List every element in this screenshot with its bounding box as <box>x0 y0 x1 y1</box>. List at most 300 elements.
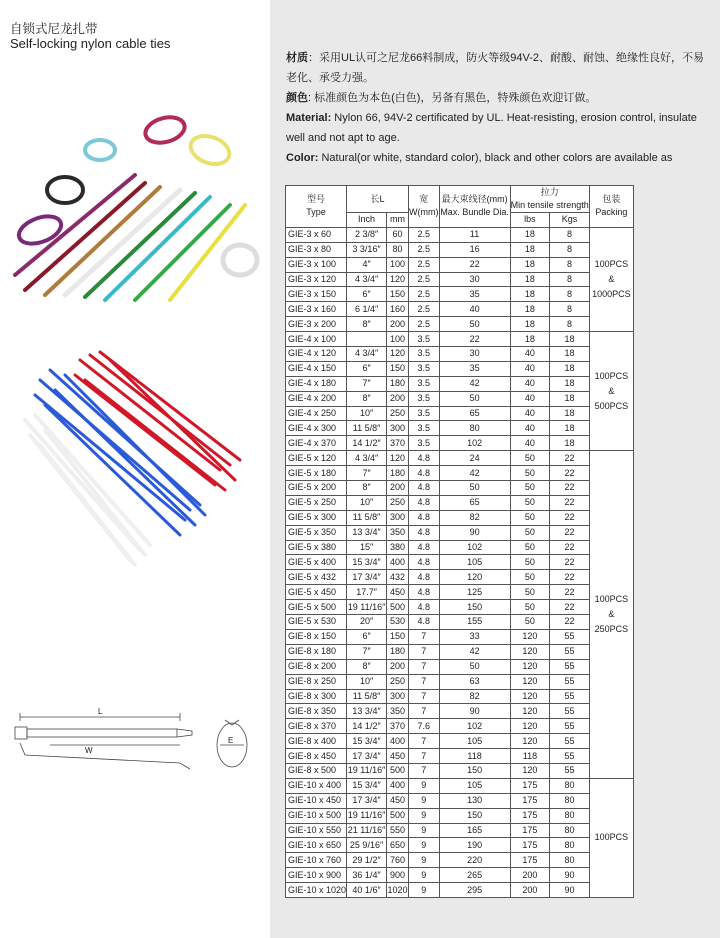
table-cell: 22 <box>550 570 590 585</box>
table-cell: 55 <box>550 749 590 764</box>
header-packing: 包装 Packing <box>589 186 633 228</box>
table-cell: 22 <box>550 585 590 600</box>
table-cell: 3.5 <box>409 376 439 391</box>
table-cell: 530 <box>387 615 409 630</box>
table-cell: 8″ <box>347 317 387 332</box>
table-cell: 50 <box>510 570 550 585</box>
table-cell: GIE-4 x 300 <box>286 421 347 436</box>
table-cell: 120 <box>510 689 550 704</box>
table-cell: 8 <box>550 242 590 257</box>
table-row <box>286 763 634 778</box>
table-cell: 50 <box>510 615 550 630</box>
table-cell: 200 <box>387 481 409 496</box>
table-row <box>286 704 634 719</box>
table-cell: 9 <box>409 883 439 898</box>
table-cell: 120 <box>510 704 550 719</box>
table-row <box>286 466 634 481</box>
table-cell: 120 <box>387 272 409 287</box>
table-cell: 9 <box>409 868 439 883</box>
table-cell: 18 <box>510 227 550 242</box>
table-cell: 35 <box>439 361 510 376</box>
spec-table <box>285 185 634 898</box>
table-row <box>286 287 634 302</box>
table-cell: 9 <box>409 793 439 808</box>
table-cell: GIE-3 x 100 <box>286 257 347 272</box>
table-cell: 2.5 <box>409 287 439 302</box>
table-row <box>286 332 634 347</box>
table-cell: 90 <box>439 704 510 719</box>
table-cell: 17.7″ <box>347 585 387 600</box>
table-cell: 35 <box>439 287 510 302</box>
table-cell: 200 <box>387 317 409 332</box>
table-cell: 4.8 <box>409 510 439 525</box>
table-cell: 120 <box>510 763 550 778</box>
table-cell: 4.8 <box>409 451 439 466</box>
material-chinese: 材质：采用UL认可之尼龙66料制成，防火等级94V-2、耐酸、耐蚀、绝缘性良好，不易老化、承受力强。 <box>286 52 705 84</box>
table-cell: 40 <box>439 302 510 317</box>
table-cell: 4.8 <box>409 540 439 555</box>
title-chinese: 自锁式尼龙扎带 <box>10 22 98 36</box>
header-tensile: 拉力 Min tensile strength <box>510 186 589 213</box>
table-cell: GIE-10 x 650 <box>286 838 347 853</box>
table-cell: 17 3/4″ <box>347 793 387 808</box>
table-cell: GIE-8 x 300 <box>286 689 347 704</box>
table-cell: 30 <box>439 347 510 362</box>
table-cell: 6 1/4″ <box>347 302 387 317</box>
table-row <box>286 347 634 362</box>
table-cell: 8 <box>550 227 590 242</box>
table-row <box>286 510 634 525</box>
table-cell: 80 <box>550 808 590 823</box>
table-cell: 22 <box>550 600 590 615</box>
table-cell: 760 <box>387 853 409 868</box>
table-cell: 150 <box>439 600 510 615</box>
table-cell: 9 <box>409 808 439 823</box>
table-cell: 16 <box>439 242 510 257</box>
table-cell: 175 <box>510 823 550 838</box>
table-cell: GIE-8 x 250 <box>286 674 347 689</box>
table-cell: 20″ <box>347 615 387 630</box>
table-row <box>286 585 634 600</box>
table-cell: 65 <box>439 406 510 421</box>
table-cell: 40 <box>510 376 550 391</box>
table-cell: GIE-8 x 370 <box>286 719 347 734</box>
table-cell: 165 <box>439 823 510 838</box>
table-cell: GIE-5 x 432 <box>286 570 347 585</box>
table-cell: 175 <box>510 838 550 853</box>
table-cell: 7 <box>409 629 439 644</box>
table-cell: 250 <box>387 406 409 421</box>
table-cell: 8 <box>550 317 590 332</box>
cable-tie-dimension-diagram <box>10 705 265 785</box>
table-cell: 2.5 <box>409 257 439 272</box>
table-cell: 380 <box>387 540 409 555</box>
table-cell: 15″ <box>347 540 387 555</box>
table-cell: 2.5 <box>409 227 439 242</box>
table-cell: GIE-10 x 450 <box>286 793 347 808</box>
table-cell: 400 <box>387 734 409 749</box>
table-cell: 7 <box>409 749 439 764</box>
table-cell: 550 <box>387 823 409 838</box>
table-cell: 200 <box>510 868 550 883</box>
table-cell: 55 <box>550 734 590 749</box>
table-cell: 50 <box>510 540 550 555</box>
table-cell: 7 <box>409 704 439 719</box>
table-cell: GIE-5 x 180 <box>286 466 347 481</box>
table-row <box>286 272 634 287</box>
table-cell: 19 11/16″ <box>347 808 387 823</box>
table-cell: 102 <box>439 719 510 734</box>
table-cell: 8 <box>550 287 590 302</box>
table-cell: 100 <box>387 332 409 347</box>
table-cell: 4.8 <box>409 466 439 481</box>
table-cell: 2.5 <box>409 272 439 287</box>
packing-cell: 100PCS <box>589 778 633 897</box>
table-cell: 180 <box>387 644 409 659</box>
table-cell: 18 <box>510 257 550 272</box>
header-mm: mm <box>387 213 409 228</box>
table-cell: 3.5 <box>409 361 439 376</box>
table-cell: 8 <box>550 272 590 287</box>
table-cell: 55 <box>550 629 590 644</box>
table-cell: GIE-4 x 180 <box>286 376 347 391</box>
table-cell: 7 <box>409 689 439 704</box>
table-row <box>286 868 634 883</box>
table-row <box>286 481 634 496</box>
table-row <box>286 257 634 272</box>
table-row <box>286 629 634 644</box>
table-cell: GIE-10 x 500 <box>286 808 347 823</box>
table-cell: GIE-10 x 550 <box>286 823 347 838</box>
table-cell: 55 <box>550 763 590 778</box>
table-cell: 4.8 <box>409 585 439 600</box>
table-cell: 8″ <box>347 481 387 496</box>
table-cell: 40 1/6″ <box>347 883 387 898</box>
table-cell: 3.5 <box>409 406 439 421</box>
table-cell: 22 <box>550 525 590 540</box>
table-row <box>286 227 634 242</box>
table-cell: 102 <box>439 540 510 555</box>
table-cell: 175 <box>510 808 550 823</box>
table-row <box>286 689 634 704</box>
table-cell: 1020 <box>387 883 409 898</box>
table-cell: GIE-3 x 160 <box>286 302 347 317</box>
table-cell: 370 <box>387 719 409 734</box>
table-cell: 17 3/4″ <box>347 570 387 585</box>
table-cell: 4 3/4″ <box>347 451 387 466</box>
table-cell: 450 <box>387 793 409 808</box>
table-cell: 120 <box>387 451 409 466</box>
table-row <box>286 436 634 451</box>
table-cell: 18 <box>550 421 590 436</box>
table-cell: 80 <box>550 823 590 838</box>
table-cell: 9 <box>409 823 439 838</box>
table-cell: 40 <box>510 347 550 362</box>
table-cell: GIE-5 x 400 <box>286 555 347 570</box>
table-cell: 55 <box>550 719 590 734</box>
table-cell: 50 <box>439 391 510 406</box>
table-cell: 80 <box>550 838 590 853</box>
table-cell: GIE-8 x 450 <box>286 749 347 764</box>
table-cell: 7 <box>409 659 439 674</box>
header-inch: Inch <box>347 213 387 228</box>
table-row <box>286 421 634 436</box>
table-cell: 15 3/4″ <box>347 555 387 570</box>
table-row <box>286 570 634 585</box>
table-cell: 9 <box>409 778 439 793</box>
table-cell: 500 <box>387 808 409 823</box>
table-cell: 9 <box>409 838 439 853</box>
table-cell: 50 <box>510 555 550 570</box>
table-cell: GIE-8 x 150 <box>286 629 347 644</box>
table-cell: 150 <box>439 763 510 778</box>
table-cell: 7″ <box>347 376 387 391</box>
table-cell: 105 <box>439 734 510 749</box>
table-row <box>286 644 634 659</box>
table-cell: 6″ <box>347 629 387 644</box>
table-cell: 22 <box>439 332 510 347</box>
table-cell: 3.5 <box>409 347 439 362</box>
table-cell: 14 1/2″ <box>347 436 387 451</box>
table-cell: 102 <box>439 436 510 451</box>
table-cell: 50 <box>439 659 510 674</box>
table-cell: 42 <box>439 466 510 481</box>
table-cell: 11 <box>439 227 510 242</box>
table-cell: 450 <box>387 749 409 764</box>
table-row <box>286 734 634 749</box>
table-cell: 36 1/4″ <box>347 868 387 883</box>
table-cell: 25 9/16″ <box>347 838 387 853</box>
table-cell: 22 <box>550 481 590 496</box>
table-cell: 19 11/16″ <box>347 600 387 615</box>
table-cell: 18 <box>510 242 550 257</box>
table-cell: 3.5 <box>409 436 439 451</box>
table-cell: 40 <box>510 391 550 406</box>
table-cell: 130 <box>439 793 510 808</box>
table-cell: 33 <box>439 629 510 644</box>
table-cell: 100 <box>387 257 409 272</box>
table-row <box>286 361 634 376</box>
table-row <box>286 674 634 689</box>
table-cell: 42 <box>439 644 510 659</box>
table-cell: 370 <box>387 436 409 451</box>
table-cell: 55 <box>550 644 590 659</box>
table-cell: GIE-10 x 760 <box>286 853 347 868</box>
table-cell: 9 <box>409 853 439 868</box>
table-cell: 7 <box>409 674 439 689</box>
table-cell: 11 5/8″ <box>347 421 387 436</box>
table-cell: 18 <box>550 376 590 391</box>
table-cell: 11 5/8″ <box>347 510 387 525</box>
table-cell: 265 <box>439 868 510 883</box>
table-cell: 300 <box>387 510 409 525</box>
table-cell: 175 <box>510 778 550 793</box>
table-cell: GIE-4 x 150 <box>286 361 347 376</box>
table-cell: 18 <box>550 361 590 376</box>
left-panel <box>0 0 270 938</box>
table-cell: 155 <box>439 615 510 630</box>
table-cell: 18 <box>510 317 550 332</box>
table-cell: 80 <box>550 853 590 868</box>
table-cell: 18 <box>510 332 550 347</box>
table-cell: 175 <box>510 853 550 868</box>
table-row <box>286 376 634 391</box>
table-cell: 50 <box>510 525 550 540</box>
table-cell: 3 3/16″ <box>347 242 387 257</box>
table-cell: 4.8 <box>409 495 439 510</box>
header-type: 型号 Type <box>286 186 347 228</box>
table-cell: 400 <box>387 778 409 793</box>
table-row <box>286 555 634 570</box>
table-cell <box>347 332 387 347</box>
title-english: Self-locking nylon cable ties <box>10 36 171 51</box>
table-cell: 50 <box>439 317 510 332</box>
table-cell: 2.5 <box>409 242 439 257</box>
table-row <box>286 540 634 555</box>
table-cell: 150 <box>439 808 510 823</box>
packing-cell: 100PCS & 500PCS <box>589 332 633 451</box>
table-cell: 120 <box>510 734 550 749</box>
table-cell: GIE-8 x 500 <box>286 763 347 778</box>
table-cell: 8″ <box>347 391 387 406</box>
packing-cell: 100PCS & 1000PCS <box>589 227 633 331</box>
table-cell: 500 <box>387 763 409 778</box>
table-cell: 300 <box>387 421 409 436</box>
table-cell: 175 <box>510 793 550 808</box>
table-cell: 120 <box>510 719 550 734</box>
table-cell: 22 <box>550 451 590 466</box>
table-cell: GIE-5 x 200 <box>286 481 347 496</box>
table-cell: 295 <box>439 883 510 898</box>
table-cell: 50 <box>510 481 550 496</box>
table-cell: GIE-5 x 120 <box>286 451 347 466</box>
color-english: Color: Natural(or white, standard color), black and other colors are available as <box>286 152 673 164</box>
header-bundle: 最大束线径(mm) Max. Bundle Dia. <box>439 186 510 228</box>
table-cell: 300 <box>387 689 409 704</box>
table-cell: GIE-4 x 250 <box>286 406 347 421</box>
table-cell: 18 <box>550 332 590 347</box>
table-cell: 120 <box>439 570 510 585</box>
width-label: W <box>85 746 93 755</box>
table-cell: GIE-8 x 200 <box>286 659 347 674</box>
table-cell: GIE-8 x 180 <box>286 644 347 659</box>
table-row <box>286 719 634 734</box>
table-cell: 4 3/4″ <box>347 347 387 362</box>
table-cell: 432 <box>387 570 409 585</box>
table-cell: 15 3/4″ <box>347 734 387 749</box>
table-cell: 250 <box>387 495 409 510</box>
table-cell: 105 <box>439 555 510 570</box>
table-cell: 50 <box>510 510 550 525</box>
table-cell: GIE-10 x 400 <box>286 778 347 793</box>
table-cell: 50 <box>510 585 550 600</box>
bundle-label: E <box>228 736 234 745</box>
table-cell: 55 <box>550 689 590 704</box>
table-cell: 14 1/2″ <box>347 719 387 734</box>
table-cell: 65 <box>439 495 510 510</box>
table-cell: 2.5 <box>409 302 439 317</box>
table-cell: 200 <box>387 659 409 674</box>
table-row <box>286 302 634 317</box>
table-cell: 400 <box>387 555 409 570</box>
table-cell: 90 <box>550 868 590 883</box>
table-cell: 2.5 <box>409 317 439 332</box>
table-cell: 8″ <box>347 659 387 674</box>
table-cell: 7″ <box>347 466 387 481</box>
header-width: 宽 W(mm) <box>409 186 439 228</box>
table-cell: 120 <box>387 347 409 362</box>
table-row <box>286 451 634 466</box>
table-cell: 55 <box>550 674 590 689</box>
length-label: L <box>98 707 103 716</box>
table-cell: 50 <box>510 600 550 615</box>
header-length: 长L <box>347 186 409 213</box>
table-cell: 22 <box>550 555 590 570</box>
table-cell: 55 <box>550 659 590 674</box>
table-cell: 80 <box>439 421 510 436</box>
table-cell: 40 <box>510 361 550 376</box>
table-cell: 4.8 <box>409 481 439 496</box>
table-cell: 18 <box>550 391 590 406</box>
table-row <box>286 838 634 853</box>
table-cell: 150 <box>387 361 409 376</box>
table-cell: 450 <box>387 585 409 600</box>
table-cell: 50 <box>510 495 550 510</box>
table-cell: GIE-3 x 60 <box>286 227 347 242</box>
table-cell: GIE-4 x 370 <box>286 436 347 451</box>
table-cell: 7.6 <box>409 719 439 734</box>
table-cell: GIE-5 x 350 <box>286 525 347 540</box>
table-cell: 120 <box>510 659 550 674</box>
table-cell: 3.5 <box>409 421 439 436</box>
table-row <box>286 853 634 868</box>
table-cell: 22 <box>550 510 590 525</box>
table-cell: 22 <box>550 495 590 510</box>
table-cell: 6″ <box>347 361 387 376</box>
table-cell: 80 <box>550 793 590 808</box>
table-cell: 60 <box>387 227 409 242</box>
table-cell: 900 <box>387 868 409 883</box>
table-cell: 22 <box>439 257 510 272</box>
table-cell: 4 3/4″ <box>347 272 387 287</box>
table-cell: GIE-5 x 530 <box>286 615 347 630</box>
table-cell: GIE-4 x 100 <box>286 332 347 347</box>
table-cell: GIE-5 x 450 <box>286 585 347 600</box>
table-cell: GIE-5 x 300 <box>286 510 347 525</box>
table-cell: 150 <box>387 629 409 644</box>
table-cell: 7 <box>409 734 439 749</box>
table-cell: 80 <box>550 778 590 793</box>
table-cell: 40 <box>510 436 550 451</box>
table-cell: 3.5 <box>409 332 439 347</box>
table-cell: 200 <box>510 883 550 898</box>
table-cell: 10″ <box>347 495 387 510</box>
table-row <box>286 525 634 540</box>
table-cell: 19 11/16″ <box>347 763 387 778</box>
table-cell: GIE-3 x 80 <box>286 242 347 257</box>
table-cell: GIE-5 x 500 <box>286 600 347 615</box>
table-cell: 18 <box>510 287 550 302</box>
description <box>286 48 706 168</box>
table-cell: 4.8 <box>409 615 439 630</box>
table-cell: 250 <box>387 674 409 689</box>
table-cell: 650 <box>387 838 409 853</box>
table-cell: 220 <box>439 853 510 868</box>
table-cell: GIE-4 x 120 <box>286 347 347 362</box>
table-row <box>286 793 634 808</box>
table-row <box>286 659 634 674</box>
table-cell: 24 <box>439 451 510 466</box>
